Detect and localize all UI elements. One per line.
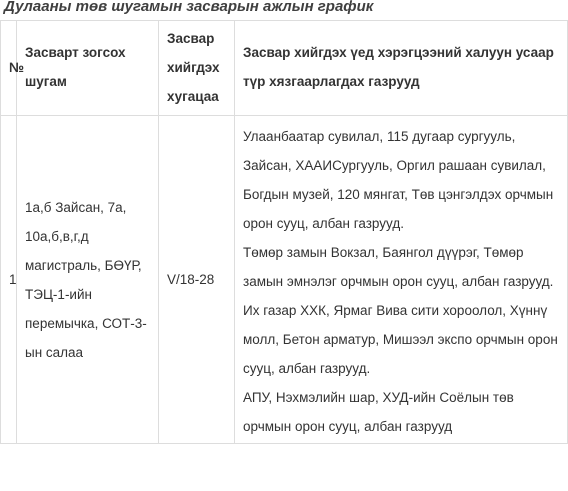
header-line: Засварт зогсох шугам	[17, 21, 159, 116]
cell-line: 1а,б Зайсан, 7а, 10а,б,в,г,д магистраль, БӨҮР, ТЭЦ-1-ийн перемычка, СОТ-3-ын салаа	[17, 116, 159, 444]
repair-schedule-table	[0, 20, 568, 444]
affected-area-group: Их газар ХХК, Ярмаг Вива сити хороолол, Хүннү молл, Бетон арматур, Мишээл экспо орчмын орон сууц, албан газрууд.	[243, 303, 558, 376]
table-header-row	[1, 21, 568, 116]
cell-number: 1	[1, 116, 17, 444]
table-row	[1, 116, 568, 444]
cell-affected-areas	[235, 116, 568, 444]
header-duration: Засвар хийгдэх хугацаа	[159, 21, 235, 116]
table-caption: Дулааны төв шугамын засварын ажлын график	[4, 0, 374, 15]
affected-area-group: АПУ, Нэхмэлийн шар, ХУД-ийн Соёлын төв орчмын орон сууц, албан газрууд	[243, 390, 514, 434]
affected-area-group: Төмөр замын Вокзал, Баянгол дүүрэг, Төмөр замын эмнэлэг орчмын орон сууц, албан газрууд.	[243, 245, 554, 289]
header-number: №	[1, 21, 17, 116]
cell-duration: V/18-28	[159, 116, 235, 444]
affected-area-group: Улаанбаатар сувилал, 115 дугаар сургууль, Зайсан, ХААИСургууль, Оргил рашаан сувилал, Богдын музей, 120 мянгат, Төв цэнгэлдэх орчмын орон сууц, албан газрууд.	[243, 129, 554, 231]
header-affected-areas: Засвар хийгдэх үед хэрэгцээний халуун усаар түр хязгаарлагдах газрууд	[235, 21, 568, 116]
